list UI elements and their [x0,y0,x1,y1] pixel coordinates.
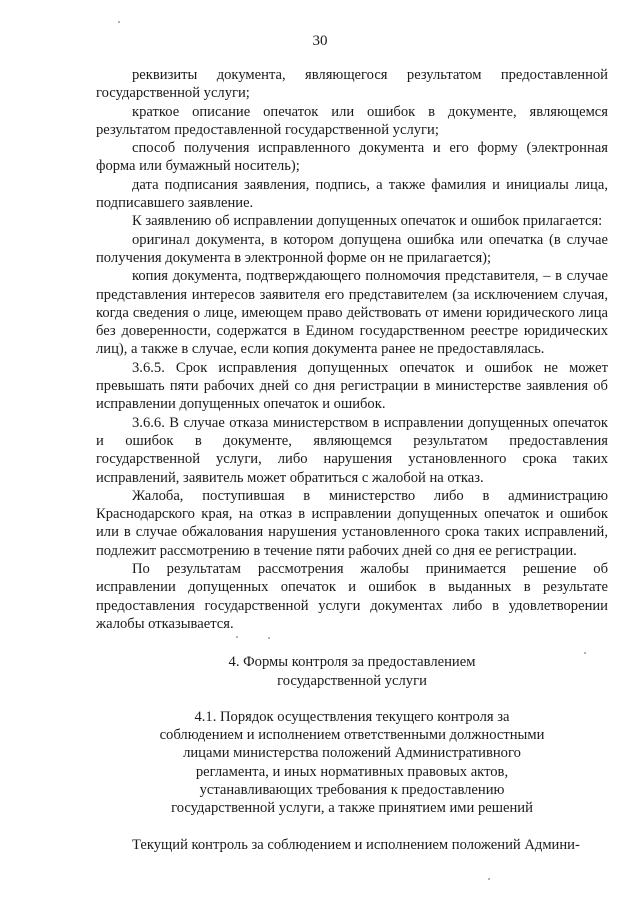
paragraph-complaint: Жалоба, поступившая в министерство либо в администрацию Краснодарского края, на отказ в исправлении допущенных опечаток и ошибок или в случае обжалования нарушения установленного срока таких исправлений, подлежит рассмотрению в течение пяти рабочих дней со дня ее регистрации. [96,487,608,559]
section-4-heading-line: государственной услуги [277,672,427,689]
scan-speck [268,637,270,639]
paragraph-original-document: оригинал документа, в котором допущена ошибка или опечатка (в случае получения документа в электронной форме он не прилагается); [96,231,608,266]
paragraph-complaint-result: По результатам рассмотрения жалобы принимается решение об исправлении допущенных опечаток и ошибок в выданных в результате предоставления государственной услуги документах либо в удовлетворении жалобы отказывается. [96,561,608,632]
paragraph-attachments: К заявлению об исправлении допущенных опечаток и ошибок прилагается: [132,213,603,230]
section-4-1-heading-line: соблюдением и исполнением ответственными должностными [159,727,545,744]
scan-speck [236,636,238,638]
scan-speck [488,878,490,880]
paragraph-power-of-attorney-copy: копия документа, подтверждающего полномочия представителя, – в случае представления интересов заявителя его представителем (за исключением случая, когда сведения о лице, имеющем право действовать от имени юридического лица без доверенности, содержатся в Едином государственном реестре юридических лиц), а также в случае, если копия документа ранее не предоставлялась. [96,268,608,358]
section-4-1-heading [96,708,608,818]
section-4-heading [96,653,608,690]
scan-speck [584,652,586,654]
section-4-1-heading-line: государственной услуги, а также принятием ими решений [171,800,533,817]
paragraph-signing-date: дата подписания заявления, подпись, а также фамилия и инициалы лица, подписавшего заявление. [96,176,608,212]
paragraph-requisites: реквизиты документа, являющегося результатом предоставленной государственной услуги; [96,67,608,102]
paragraph-error-description: краткое описание опечаток или ошибок в документе, являющемся результатом предоставленной государственной услуги; [96,103,608,138]
paragraph-3-6-6: 3.6.6. В случае отказа министерством в исправлении допущенных опечаток и ошибок в документе, являющемся результатом предоставления государственной услуги, либо нарушения установленного срока таких исправлений, заявитель может обратиться с жалобой на отказ. [96,414,608,486]
section-4-1-heading-line: регламента, и иных нормативных правовых актов, [195,763,509,780]
section-4-heading-line: 4. Формы контроля за предоставлением [228,654,476,671]
section-4-1-heading-line: 4.1. Порядок осуществления текущего контроля за [194,708,510,725]
scan-speck [118,21,120,23]
paragraph-delivery-method: способ получения исправленного документа и его форму (электронная форма или бумажный носитель); [96,140,608,175]
paragraph-current-control: Текущий контроль за соблюдением и исполнением положений Админи- [132,836,580,853]
page-number: 30 [312,33,328,49]
section-4-1-heading-line: лицами министерства положений Административного [183,745,521,762]
paragraph-3-6-5: 3.6.5. Срок исправления допущенных опечаток и ошибок не может превышать пяти рабочих дней со дня регистрации в министерстве заявления об исправлении допущенных опечаток и ошибок. [96,359,608,413]
document-body [96,66,608,854]
section-4-1-heading-line: устанавливающих требования к предоставлению [199,781,505,798]
